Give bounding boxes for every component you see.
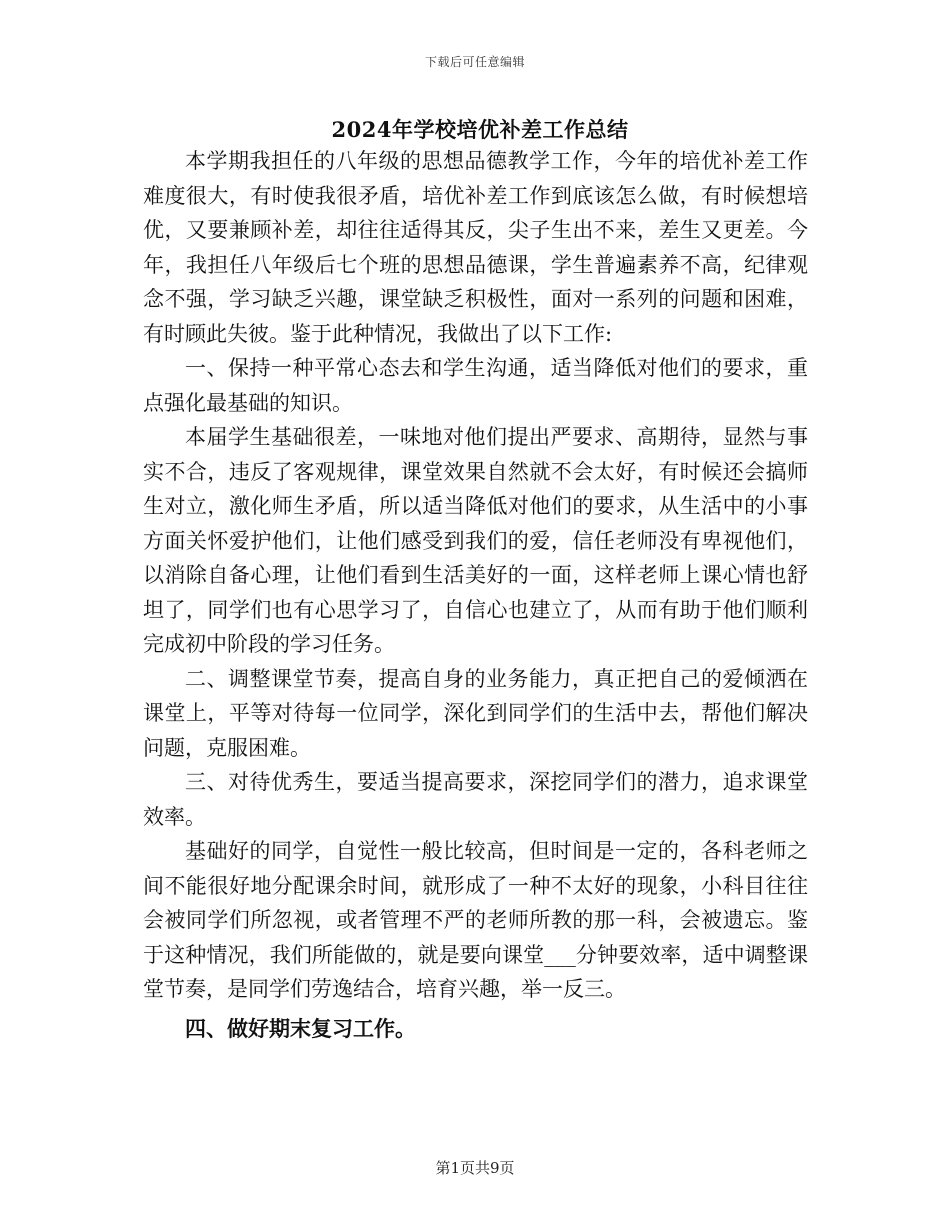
paragraph-point-one: 一、保持一种平常心态去和学生沟通，适当降低对他们的要求，重点强化最基础的知识。 bbox=[143, 356, 808, 415]
header-note: 下载后可任意编辑 bbox=[424, 55, 525, 69]
document-title: 2024年学校培优补差工作总结 bbox=[331, 117, 629, 142]
document-body bbox=[143, 144, 808, 1046]
section-heading: 四、做好期末复习工作。 bbox=[185, 1015, 416, 1041]
page-number: 第1页共9页 bbox=[435, 1159, 515, 1177]
paragraph-point-one-detail: 本届学生基础很差，一味地对他们提出严要求、高期待，显然与事实不合，违反了客观规律，课堂效果自然就不会太好，有时候还会搞师生对立，激化师生矛盾，所以适当降低对他们的要求，从生活中的小事方面关怀爱护他们，让他们感受到我们的爱，信任老师没有卑视他们，以消除自备心理，让他们看到生活美好的一面，这样老师上课心情也舒坦了，同学们也有心思学习了，自信心也建立了，从而有助于他们顺利完成初中阶段的学习任务。 bbox=[143, 425, 808, 656]
paragraph-point-three-detail: 基础好的同学，自觉性一般比较高，但时间是一定的，各科老师之间不能很好地分配课余时间，就形成了一种不太好的现象，小科目往往会被同学们所忽视，或者管理不严的老师所教的那一科，会被遗忘。鉴于这种情况，我们所能做的，就是要向课堂___分钟要效率，适中调整课堂节奏，是同学们劳逸结合，培育兴趣，举一反三。 bbox=[143, 839, 808, 1001]
paragraph-point-three: 三、对待优秀生，要适当提高要求，深挖同学们的潜力，追求课堂效率。 bbox=[143, 770, 808, 829]
paragraph-intro: 本学期我担任的八年级的思想品德教学工作，今年的培优补差工作难度很大，有时使我很矛盾，培优补差工作到底该怎么做，有时候想培优，又要兼顾补差，却往往适得其反，尖子生出不来，差生又更差。今年，我担任八年级后七个班的思想品德课，学生普遍素养不高，纪律观念不强，学习缺乏兴趣，课堂缺乏积极性，面对一系列的问题和困难，有时顾此失彼。鉴于此种情况，我做出了以下工作: bbox=[143, 149, 808, 346]
paragraph-point-two: 二、调整课堂节奏，提高自身的业务能力，真正把自己的爱倾洒在课堂上，平等对待每一位同学，深化到同学们的生活中去，帮他们解决问题，克服困难。 bbox=[143, 666, 808, 760]
